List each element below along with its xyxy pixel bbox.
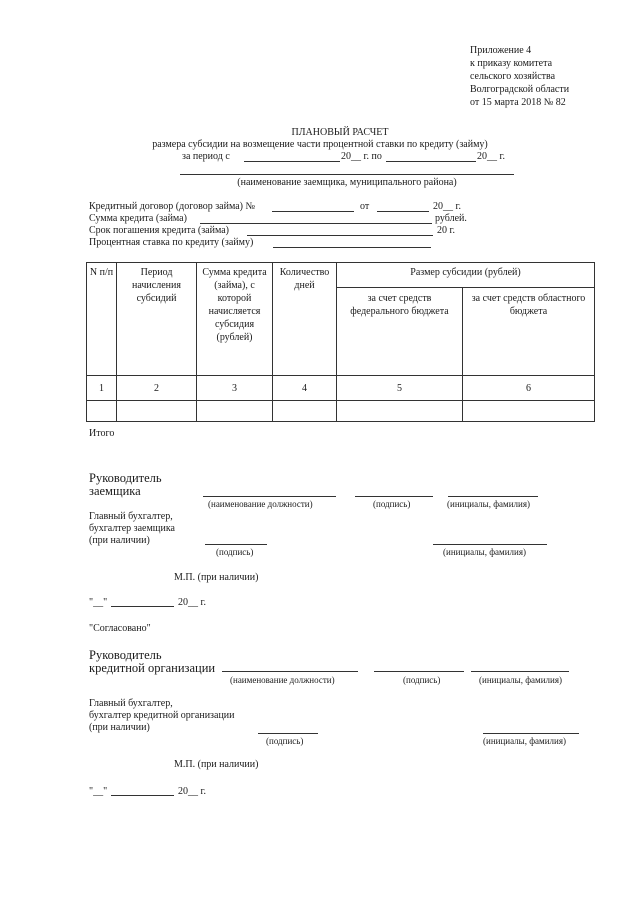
column-number: 1	[87, 376, 117, 401]
bank-stamp: М.П. (при наличии)	[174, 759, 259, 770]
borrower-accountant-line2: бухгалтер заемщика	[89, 523, 175, 534]
bank-signature-field[interactable]	[374, 671, 464, 672]
bank-accountant-name-field[interactable]	[483, 733, 579, 734]
period-start-field[interactable]	[244, 161, 340, 162]
column-number: 5	[337, 376, 463, 401]
caption-position: (наименование должности)	[230, 675, 335, 685]
borrower-accountant-line3: (при наличии)	[89, 535, 150, 546]
caption-signature: (подпись)	[216, 547, 254, 557]
sum-label: Сумма кредита (займа)	[89, 213, 187, 224]
appendix-line: Приложение 4	[470, 45, 532, 56]
appendix-line: сельского хозяйства	[470, 71, 556, 82]
table-cell[interactable]	[117, 401, 197, 422]
table-cell[interactable]	[197, 401, 273, 422]
borrower-caption: (наименование заемщика, муниципального района)	[237, 177, 457, 188]
bank-date-open: "__"	[89, 786, 108, 797]
borrower-accountant-line1: Главный бухгалтер,	[89, 511, 173, 522]
caption-name: (инициалы, фамилия)	[479, 675, 562, 685]
caption-name: (инициалы, фамилия)	[483, 736, 566, 746]
caption-position: (наименование должности)	[208, 499, 313, 509]
bank-head-line1: Руководитель	[89, 648, 162, 662]
sum-field[interactable]	[200, 223, 432, 224]
borrower-head-line2: заемщика	[89, 484, 141, 498]
borrower-name-sign-field[interactable]	[448, 496, 538, 497]
period-prefix: за период с	[182, 151, 230, 162]
table-cell[interactable]	[87, 401, 117, 422]
borrower-position-field[interactable]	[203, 496, 336, 497]
borrower-date-year: 20__ г.	[178, 597, 206, 608]
bank-position-field[interactable]	[222, 671, 358, 672]
table-row	[87, 401, 595, 422]
bank-date-field[interactable]	[111, 795, 174, 796]
col-header-period: Период начисления субсидий	[117, 263, 197, 376]
caption-signature: (подпись)	[403, 675, 441, 685]
appendix-block	[470, 44, 569, 109]
caption-name: (инициалы, фамилия)	[447, 499, 530, 509]
table-row-numbers	[87, 376, 595, 401]
rate-label: Процентная ставка по кредиту (займу)	[89, 237, 254, 248]
column-number: 4	[273, 376, 337, 401]
sum-unit: рублей.	[435, 213, 467, 224]
column-number: 6	[463, 376, 595, 401]
col-header-n: N п/п	[87, 263, 117, 376]
borrower-signature-field[interactable]	[355, 496, 433, 497]
caption-signature: (подпись)	[266, 736, 304, 746]
col-header-days: Количество дней	[273, 263, 337, 376]
column-number: 3	[197, 376, 273, 401]
column-number: 2	[117, 376, 197, 401]
borrower-stamp: М.П. (при наличии)	[174, 572, 259, 583]
table-cell[interactable]	[463, 401, 595, 422]
borrower-name-field[interactable]	[180, 174, 514, 175]
borrower-accountant-name-field[interactable]	[433, 544, 547, 545]
period-end-field[interactable]	[386, 161, 476, 162]
appendix-line: от 15 марта 2018 № 82	[470, 97, 566, 108]
appendix-line: к приказу комитета	[470, 58, 553, 69]
caption-name: (инициалы, фамилия)	[443, 547, 526, 557]
contract-year: 20__ г.	[433, 201, 461, 212]
bank-head-line2: кредитной организации	[89, 661, 216, 675]
bank-accountant-line1: Главный бухгалтер,	[89, 698, 173, 709]
col-header-subsidy: Размер субсидии (рублей)	[337, 263, 595, 288]
bank-accountant-line2: бухгалтер кредитной организации	[89, 710, 235, 721]
appendix-line: Волгоградской области	[470, 84, 570, 95]
rate-field[interactable]	[273, 247, 431, 248]
term-field[interactable]	[247, 235, 433, 236]
agreed-label: "Согласовано"	[89, 623, 151, 634]
table-cell[interactable]	[273, 401, 337, 422]
borrower-accountant-signature-field[interactable]	[205, 544, 267, 545]
bank-accountant-signature-field[interactable]	[258, 733, 318, 734]
borrower-date-open: "__"	[89, 597, 108, 608]
total-label: Итого	[89, 428, 115, 439]
bank-accountant-line3: (при наличии)	[89, 722, 150, 733]
document-title: ПЛАНОВЫЙ РАСЧЕТ	[291, 127, 389, 138]
contract-from: от	[360, 201, 370, 212]
document-subtitle: размера субсидии на возмещение части процентной ставки по кредиту (займу)	[152, 139, 488, 150]
period-mid: 20__ г. по	[341, 151, 382, 162]
contract-date-field[interactable]	[377, 211, 429, 212]
contract-label: Кредитный договор (договор займа) №	[89, 201, 256, 212]
bank-name-sign-field[interactable]	[471, 671, 569, 672]
bank-date-year: 20__ г.	[178, 786, 206, 797]
period-end: 20__ г.	[477, 151, 505, 162]
subsidy-table	[86, 262, 595, 422]
col-header-regional: за счет средств областного бюджета	[463, 288, 595, 376]
borrower-date-field[interactable]	[111, 606, 174, 607]
table-cell[interactable]	[337, 401, 463, 422]
col-header-sum: Сумма кредита (займа), с которой начисляется субсидия (рублей)	[197, 263, 273, 376]
term-year: 20 г.	[437, 225, 455, 236]
caption-signature: (подпись)	[373, 499, 411, 509]
contract-number-field[interactable]	[272, 211, 354, 212]
term-label: Срок погашения кредита (займа)	[89, 225, 229, 236]
borrower-head-line1: Руководитель	[89, 471, 162, 485]
col-header-federal: за счет средств федерального бюджета	[337, 288, 463, 376]
